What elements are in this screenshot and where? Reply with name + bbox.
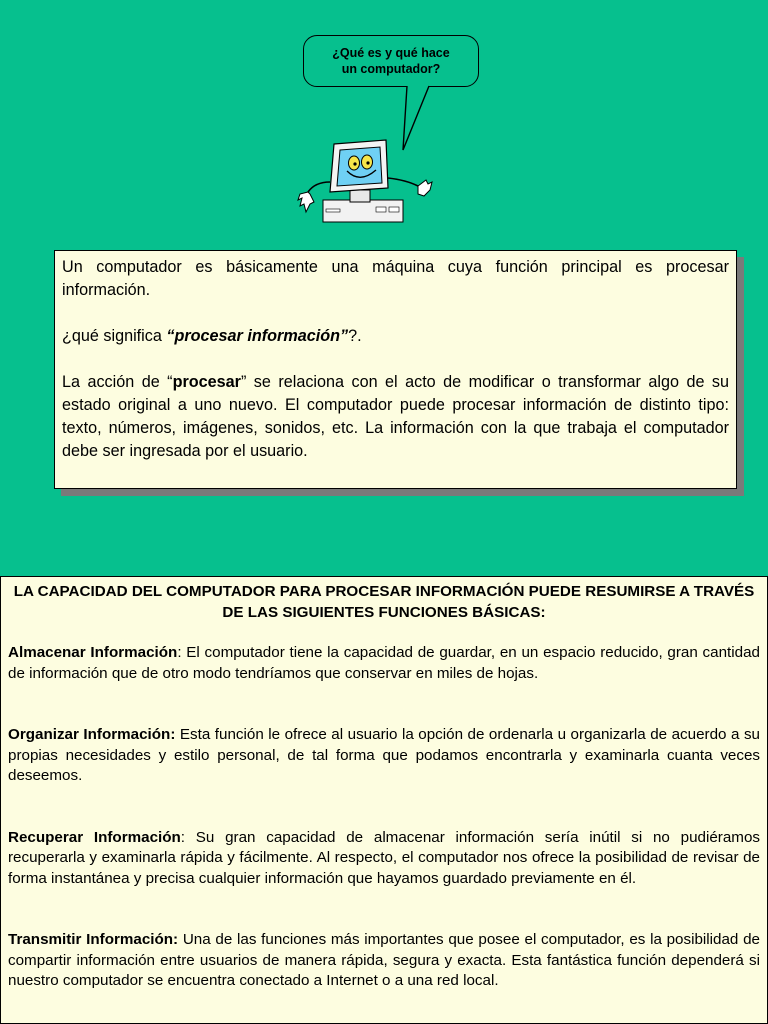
function-text: Su gran capacidad de almacenar información sería inútil si no pudiéramos recuperarla y examinarla rápida y fácilmente. Al respecto, el computador nos ofrece la posibilidad de revisar de forma instantánea y precisa cualquier información que hayamos guardado previamente en él. (8, 828, 760, 887)
intro-paragraph-2 (62, 325, 729, 348)
function-separator: : (177, 644, 187, 661)
intro-p3-keyword: procesar (172, 373, 241, 391)
intro-paragraph-1: Un computador es básicamente una máquina cuya función principal es procesar información. (62, 258, 729, 299)
intro-p3-prefix: La acción de “ (62, 373, 173, 391)
function-title: Organizar Información: (8, 726, 176, 743)
speech-bubble-icon (303, 35, 479, 87)
bubble-line-1: ¿Qué es y qué hace (332, 46, 450, 60)
function-item (8, 930, 760, 992)
function-item (8, 828, 760, 890)
function-item (8, 725, 760, 787)
function-separator: : (180, 828, 196, 846)
intro-text-box (54, 250, 737, 489)
function-text: El computador tiene la capacidad de guardar, en un espacio reducido, gran cantidad de información que de otro modo tendríamos que conservar en miles de hojas. (8, 644, 760, 682)
intro-question-prefix: ¿qué significa (62, 327, 167, 345)
bubble-line-2: un computador? (341, 62, 441, 76)
functions-heading: LA CAPACIDAD DEL COMPUTADOR PARA PROCESAR INFORMACIÓN PUEDE RESUMIRSE A TRAVÉS DE LAS SIGUIENTES FUNCIONES BÁSICAS: (13, 583, 755, 621)
function-item (8, 643, 760, 684)
function-text: Esta función le ofrece al usuario la opción de ordenarla u organizarla de acuerdo a su propias necesidades y estilo personal, de tal forma que podamos encontrarla y examinarla cuanta veces deseemos. (8, 726, 760, 784)
function-title: Transmitir Información: (8, 931, 179, 948)
intro-question-emphasis: “procesar información” (166, 327, 349, 345)
function-text: Una de las funciones más importantes que posee el computador, es la posibilidad de compartir información entre usuarios de manera rápida, segura y exacta. Esta fantástica función dependerá si nuestro computador se encuentra conectado a Internet o a una red local. (8, 931, 760, 989)
function-title: Recuperar Información (8, 828, 181, 846)
computer-mascot-icon (290, 138, 440, 228)
intro-p3-suffix: ” se relaciona con el acto de modificar o transformar algo de su estado original a uno nuevo. El computador puede procesar información de distinto tipo: texto, números, imágenes, sonidos, etc. La información con la que trabaja el computador debe ser ingresada por el usuario. (62, 373, 729, 460)
intro-paragraph-3 (62, 371, 729, 463)
functions-box (0, 576, 768, 1024)
function-title: Almacenar Información (8, 644, 178, 661)
intro-question-suffix: ?. (348, 327, 362, 345)
